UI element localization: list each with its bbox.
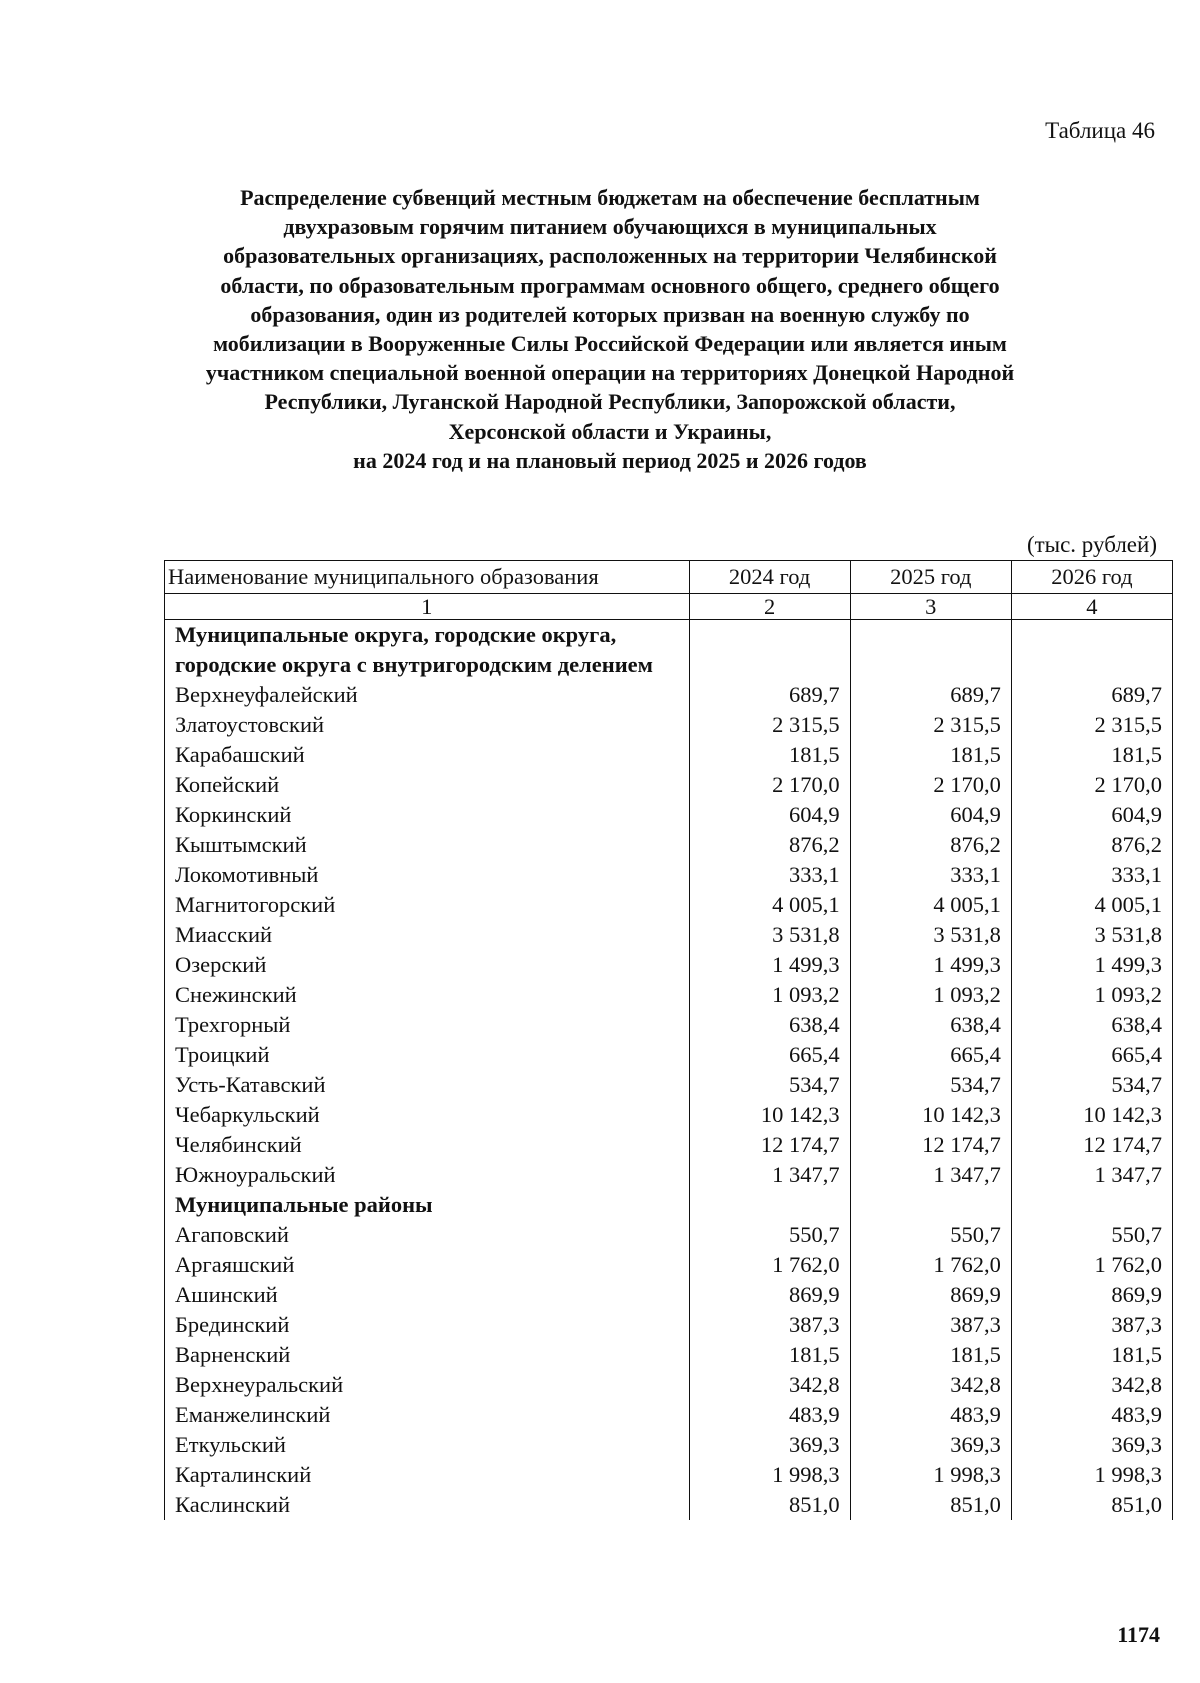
value-2025: 665,4 [850,1040,1011,1070]
municipality-name: Карталинский [165,1460,690,1490]
value-2026: 387,3 [1011,1310,1172,1340]
value-2024: 12 174,7 [689,1130,850,1160]
value-2024: 876,2 [689,830,850,860]
empty-cell [1011,1190,1172,1220]
municipality-name: Брединский [165,1310,690,1340]
value-2024: 2 170,0 [689,770,850,800]
empty-cell [689,1190,850,1220]
table-row [165,1400,1173,1430]
municipality-name: Локомотивный [165,860,690,890]
value-2024: 851,0 [689,1490,850,1520]
table-row [165,1040,1173,1070]
value-2026: 333,1 [1011,860,1172,890]
value-2026: 4 005,1 [1011,890,1172,920]
value-2025: 333,1 [850,860,1011,890]
column-number-row [165,594,1173,620]
value-2024: 342,8 [689,1370,850,1400]
value-2026: 689,7 [1011,680,1172,710]
value-2026: 369,3 [1011,1430,1172,1460]
table-label: Таблица 46 [1045,118,1155,143]
value-2024: 181,5 [689,740,850,770]
column-number: 4 [1011,594,1172,620]
title-line: Херсонской области и Украины, [448,418,772,444]
section-heading-row [165,1190,1173,1220]
value-2026: 342,8 [1011,1370,1172,1400]
table-row [165,1160,1173,1190]
municipality-name: Верхнеуральский [165,1370,690,1400]
title-line: Распределение субвенций местным бюджетам на обеспечение бесплатным [240,185,980,210]
value-2025: 1 347,7 [850,1160,1011,1190]
table-row [165,1100,1173,1130]
table-row [165,680,1173,710]
table-row [165,890,1173,920]
table-row [165,830,1173,860]
table-row [165,1460,1173,1490]
municipality-name: Южноуральский [165,1160,690,1190]
value-2026: 10 142,3 [1011,1100,1172,1130]
value-2025: 181,5 [850,740,1011,770]
municipality-name: Копейский [165,770,690,800]
value-2026: 181,5 [1011,1340,1172,1370]
table-row [165,1070,1173,1100]
column-header-name: Наименование муниципального образования [165,561,690,594]
column-header-2025: 2025 год [850,561,1011,594]
value-2025: 869,9 [850,1280,1011,1310]
value-2025: 2 170,0 [850,770,1011,800]
table-row [165,740,1173,770]
municipality-name: Снежинский [165,980,690,1010]
column-number: 1 [165,594,690,620]
title-line: области, по образовательным программам основного общего, среднего общего [220,272,1000,298]
value-2025: 1 093,2 [850,980,1011,1010]
municipality-name: Троицкий [165,1040,690,1070]
value-2026: 550,7 [1011,1220,1172,1250]
section-heading-row [165,620,1173,681]
value-2026: 851,0 [1011,1490,1172,1520]
table-row [165,1010,1173,1040]
value-2025: 604,9 [850,800,1011,830]
value-2024: 3 531,8 [689,920,850,950]
municipality-name: Магнитогорский [165,890,690,920]
column-header-2024: 2024 год [689,561,850,594]
value-2024: 534,7 [689,1070,850,1100]
value-2026: 604,9 [1011,800,1172,830]
municipality-name: Агаповский [165,1220,690,1250]
table-row [165,770,1173,800]
value-2024: 550,7 [689,1220,850,1250]
value-2026: 3 531,8 [1011,920,1172,950]
value-2026: 2 315,5 [1011,710,1172,740]
value-2025: 550,7 [850,1220,1011,1250]
table-row [165,1220,1173,1250]
value-2025: 483,9 [850,1400,1011,1430]
municipality-name: Аргаяшский [165,1250,690,1280]
value-2024: 1 762,0 [689,1250,850,1280]
value-2024: 1 499,3 [689,950,850,980]
table-row [165,1130,1173,1160]
empty-cell [850,1190,1011,1220]
value-2026: 1 762,0 [1011,1250,1172,1280]
value-2026: 483,9 [1011,1400,1172,1430]
value-2024: 2 315,5 [689,710,850,740]
value-2025: 342,8 [850,1370,1011,1400]
value-2026: 534,7 [1011,1070,1172,1100]
municipality-name: Озерский [165,950,690,980]
value-2024: 1 093,2 [689,980,850,1010]
value-2026: 1 093,2 [1011,980,1172,1010]
municipality-name: Карабашский [165,740,690,770]
table-row [165,980,1173,1010]
column-header-2026: 2026 год [1011,561,1172,594]
column-number: 2 [689,594,850,620]
empty-cell [1011,620,1172,681]
table-row [165,920,1173,950]
title-line: Республики, Луганской Народной Республики, Запорожской области, [264,389,956,415]
value-2025: 876,2 [850,830,1011,860]
municipality-name: Еткульский [165,1430,690,1460]
municipality-name: Ашинский [165,1280,690,1310]
title-line: мобилизации в Вооруженные Силы Российской Федерации или является иным [213,331,1007,357]
value-2026: 1 499,3 [1011,950,1172,980]
subvention-table [164,560,1173,1520]
municipality-name: Миасский [165,920,690,950]
value-2025: 387,3 [850,1310,1011,1340]
value-2026: 1 347,7 [1011,1160,1172,1190]
table-row [165,1310,1173,1340]
value-2024: 604,9 [689,800,850,830]
value-2024: 689,7 [689,680,850,710]
value-2025: 2 315,5 [850,710,1011,740]
table-row [165,1430,1173,1460]
value-2025: 369,3 [850,1430,1011,1460]
table-row [165,860,1173,890]
value-2024: 387,3 [689,1310,850,1340]
municipality-name: Челябинский [165,1130,690,1160]
value-2025: 534,7 [850,1070,1011,1100]
table-row [165,710,1173,740]
municipality-name: Варненский [165,1340,690,1370]
value-2024: 1 347,7 [689,1160,850,1190]
value-2024: 638,4 [689,1010,850,1040]
value-2025: 851,0 [850,1490,1011,1520]
value-2024: 369,3 [689,1430,850,1460]
value-2026: 181,5 [1011,740,1172,770]
title-line: на 2024 год и на плановый период 2025 и 2026 годов [353,447,867,473]
table-row [165,800,1173,830]
municipality-name: Усть-Катавский [165,1070,690,1100]
table-row [165,950,1173,980]
municipality-name: Кыштымский [165,830,690,860]
empty-cell [689,620,850,681]
table-row [165,1370,1173,1400]
value-2024: 665,4 [689,1040,850,1070]
value-2024: 333,1 [689,860,850,890]
title-line: участником специальной военной операции на территориях Донецкой Народной [205,360,1015,386]
table-row [165,1490,1173,1520]
value-2025: 1 762,0 [850,1250,1011,1280]
document-title [150,183,1070,475]
page-number: 1174 [1117,1622,1160,1647]
value-2024: 1 998,3 [689,1460,850,1490]
value-2026: 2 170,0 [1011,770,1172,800]
value-2025: 3 531,8 [850,920,1011,950]
municipality-name: Златоустовский [165,710,690,740]
municipality-name: Трехгорный [165,1010,690,1040]
value-2025: 4 005,1 [850,890,1011,920]
value-2024: 483,9 [689,1400,850,1430]
value-2025: 1 998,3 [850,1460,1011,1490]
municipality-name: Еманжелинский [165,1400,690,1430]
value-2024: 869,9 [689,1280,850,1310]
table-row [165,1280,1173,1310]
value-2025: 181,5 [850,1340,1011,1370]
empty-cell [850,620,1011,681]
value-2024: 181,5 [689,1340,850,1370]
value-2024: 10 142,3 [689,1100,850,1130]
value-2025: 12 174,7 [850,1130,1011,1160]
municipality-name: Каслинский [165,1490,690,1520]
value-2025: 689,7 [850,680,1011,710]
title-line: образования, один из родителей которых призван на военную службу по [250,301,970,327]
section-heading: Муниципальные районы [165,1190,690,1220]
municipality-name: Коркинский [165,800,690,830]
table-row [165,1340,1173,1370]
section-heading: Муниципальные округа, городские округа, городские округа с внутригородским делением [165,620,690,681]
table-body [165,594,1173,1521]
header-row [165,561,1173,594]
table-row [165,1250,1173,1280]
title-line: образовательных организациях, расположенных на территории Челябинской [223,243,997,269]
value-2025: 638,4 [850,1010,1011,1040]
value-2026: 869,9 [1011,1280,1172,1310]
value-2026: 12 174,7 [1011,1130,1172,1160]
value-2026: 665,4 [1011,1040,1172,1070]
value-2026: 876,2 [1011,830,1172,860]
value-2025: 10 142,3 [850,1100,1011,1130]
units-label: (тыс. рублей) [1026,532,1157,557]
value-2024: 4 005,1 [689,890,850,920]
column-number: 3 [850,594,1011,620]
value-2026: 1 998,3 [1011,1460,1172,1490]
title-line: двухразовым горячим питанием обучающихся в муниципальных [283,214,937,240]
value-2026: 638,4 [1011,1010,1172,1040]
municipality-name: Чебаркульский [165,1100,690,1130]
municipality-name: Верхнеуфалейский [165,680,690,710]
value-2025: 1 499,3 [850,950,1011,980]
